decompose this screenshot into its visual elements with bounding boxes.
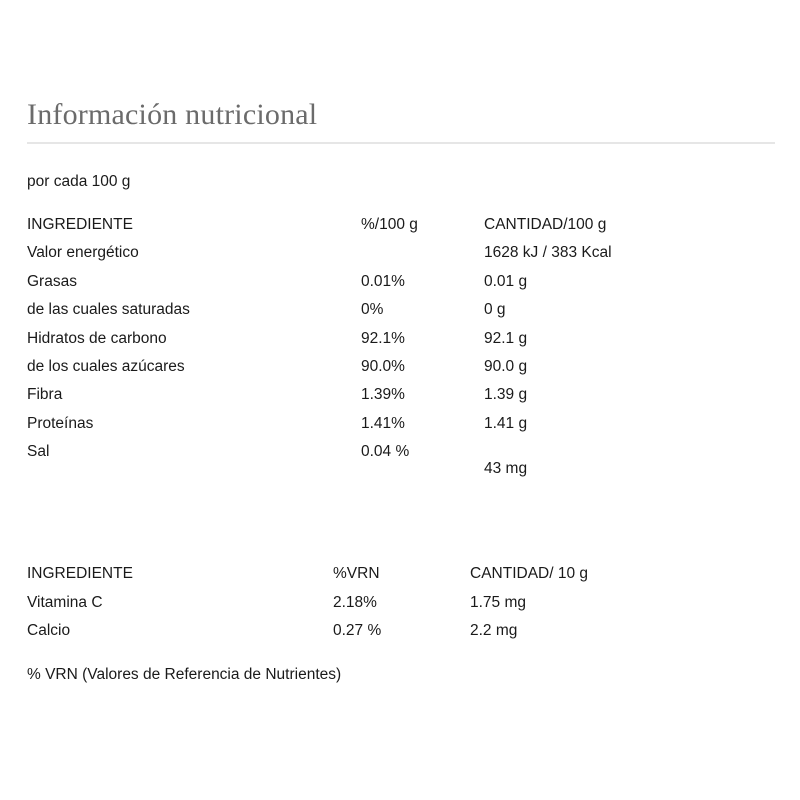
- table2-row-name: Calcio: [27, 622, 71, 639]
- table1-row-percent: 0.04 %: [361, 443, 410, 460]
- table2-header-amount: CANTIDAD/ 10 g: [470, 565, 589, 582]
- table1-row-percent: 92.1%: [361, 330, 405, 347]
- per-label: por cada 100 g: [27, 173, 131, 190]
- table1-row-amount: 1.41 g: [484, 415, 528, 432]
- table1-row-percent: 1.41%: [361, 415, 405, 432]
- table1-row-amount: 0 g: [484, 301, 506, 318]
- table1-row-amount: 1628 kJ / 383 Kcal: [484, 244, 612, 261]
- table1-row-name: Proteínas: [27, 415, 94, 432]
- table2-row-amount: 1.75 mg: [470, 594, 527, 611]
- table1-row-amount: 43 mg: [484, 460, 528, 477]
- table1-row-name: Sal: [27, 443, 50, 460]
- table1-row-amount: 0.01 g: [484, 273, 528, 290]
- table1-row-name: Valor energético: [27, 244, 139, 261]
- table2-header-percent: %VRN: [333, 565, 380, 582]
- table1-row-amount: 92.1 g: [484, 330, 528, 347]
- page-title: Información nutricional: [27, 98, 318, 131]
- table1-row-percent: 1.39%: [361, 386, 405, 403]
- table2-header-ingredient: INGREDIENTE: [27, 565, 133, 582]
- table1-header-ingredient: INGREDIENTE: [27, 216, 133, 233]
- table1-row-percent: 90.0%: [361, 358, 405, 375]
- table1-row-percent: 0.01%: [361, 273, 405, 290]
- table2-row-percent: 2.18%: [333, 594, 377, 611]
- table2-row-amount: 2.2 mg: [470, 622, 518, 639]
- table1-row-name: Fibra: [27, 386, 63, 403]
- table1-header-amount: CANTIDAD/100 g: [484, 216, 607, 233]
- table1-row-name: de los cuales azúcares: [27, 358, 185, 375]
- table1-row-name: Grasas: [27, 273, 77, 290]
- footnote: % VRN (Valores de Referencia de Nutrientes): [27, 666, 342, 683]
- table1-row-name: de las cuales saturadas: [27, 301, 190, 318]
- table1-row-name: Hidratos de carbono: [27, 330, 167, 347]
- table1-row-percent: 0%: [361, 301, 384, 318]
- title-divider: [27, 142, 775, 144]
- table2-row-percent: 0.27 %: [333, 622, 382, 639]
- table1-row-amount: 1.39 g: [484, 386, 528, 403]
- table1-header-percent: %/100 g: [361, 216, 418, 233]
- table2-row-name: Vitamina C: [27, 594, 103, 611]
- table1-row-amount: 90.0 g: [484, 358, 528, 375]
